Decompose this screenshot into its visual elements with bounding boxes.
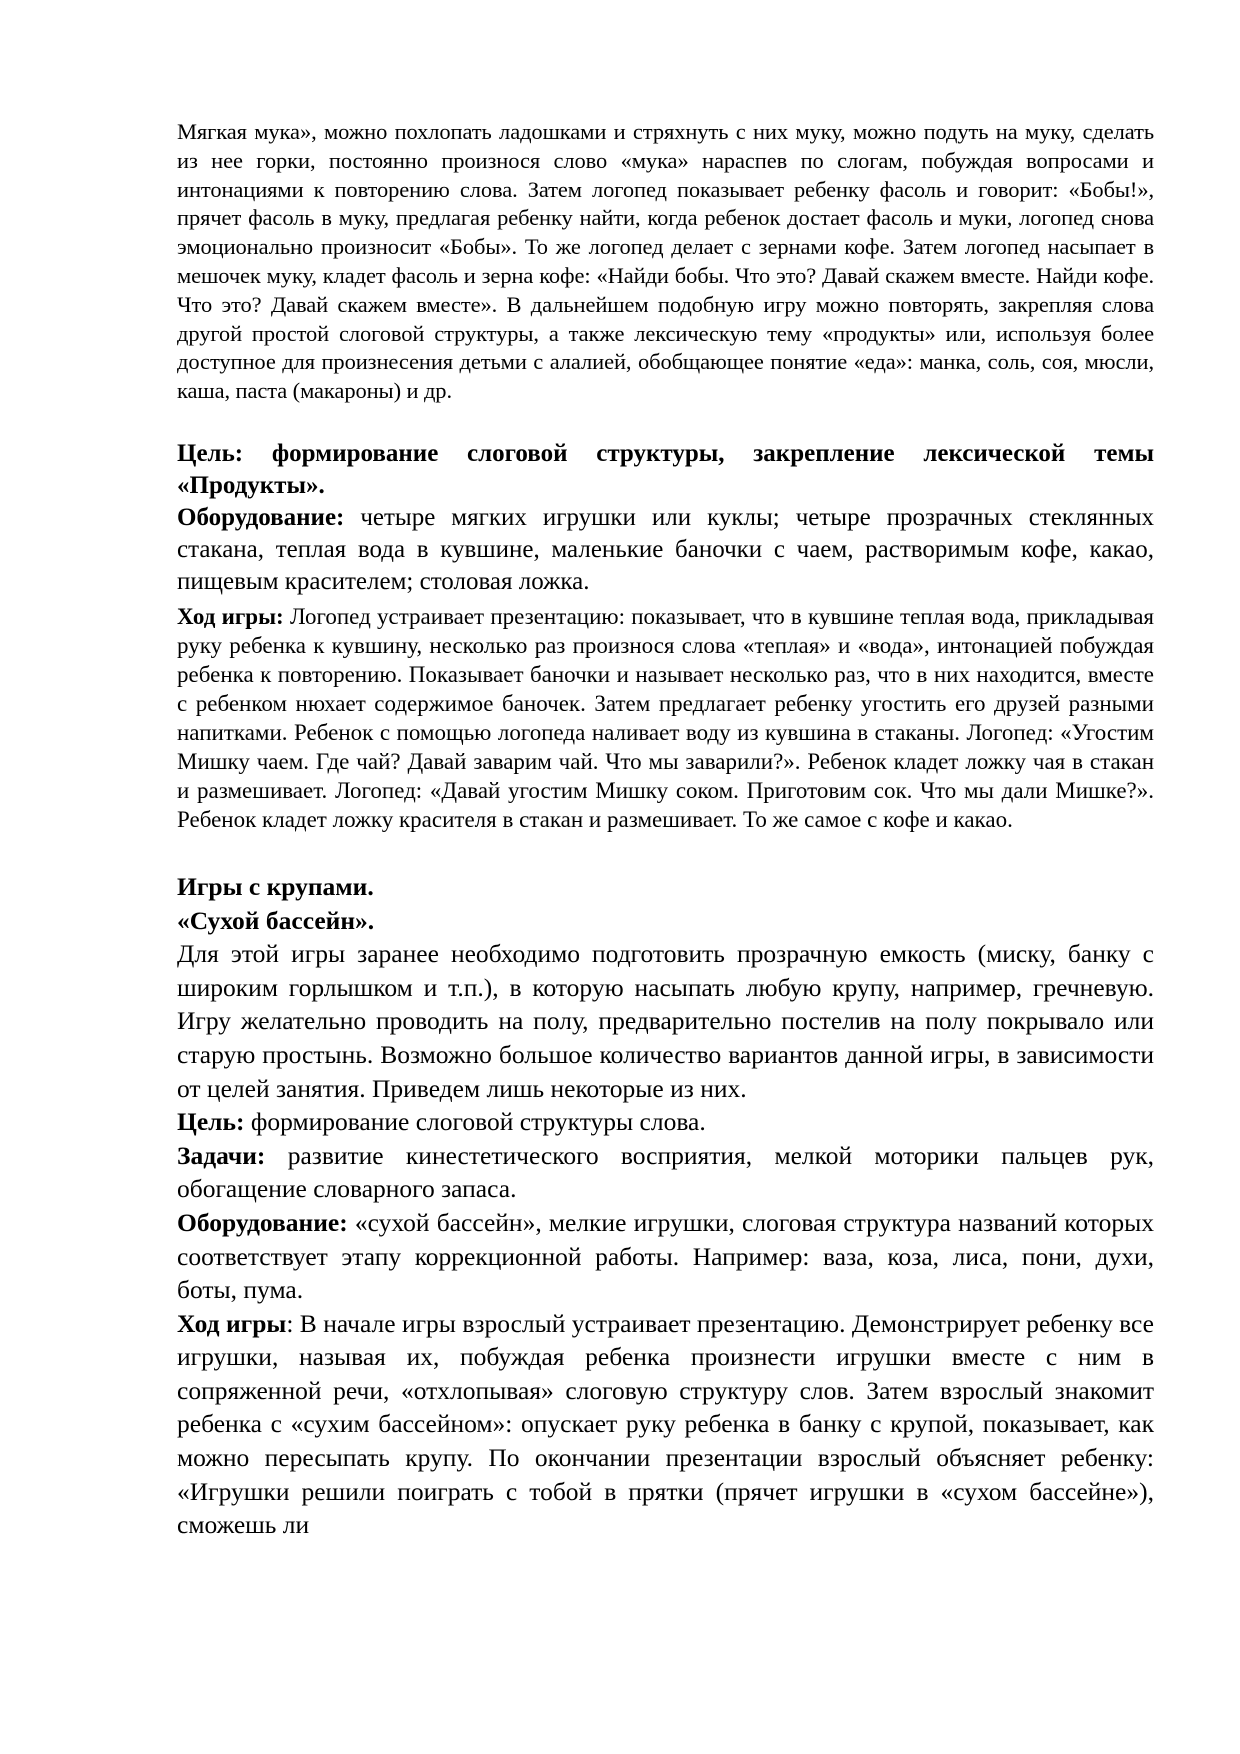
drinks-game-text: Логопед устраивает презентацию: показывает, что в кувшине теплая вода, прикладывая руку ребенка к кувшину, несколько раз произнося слова «теплая» и «вода», интонацией побуждая ребенка к повторению. Показывает баночки и называет несколько раз, что в них находится, вместе с ребенком нюхает содержимое баночек. Затем предлагает ребенку угостить его друзей разными напитками. Ребенок с помощью логопеда наливает воду из кувшина в стаканы. Логопед: «Угостим Мишку чаем. Где чай? Давай заварим чай. Что мы заварили?». Ребенок кладет ложку чая в стакан и размешивает. Логопед: «Давай угостим Мишку соком. Приготовим сок. Что мы дали Мишке?». Ребенок кладет ложку красителя в стакан и размешивает. То же самое с кофе и какао. xyxy=(177,603,1155,832)
grains-equipment-label: Оборудование: xyxy=(177,1207,348,1237)
grains-tasks-paragraph xyxy=(177,1139,1154,1206)
drinks-equipment-text: четыре мягких игрушки или куклы; четыре прозрачных стеклянных стакана, теплая вода в кувшине, маленькие баночки с чаем, растворимым кофе, какао, пищевым красителем; столовая ложка. xyxy=(177,503,1154,595)
grains-equipment-paragraph xyxy=(177,1206,1154,1307)
intro-paragraph: Мягкая мука», можно похлопать ладошками и стряхнуть с них муку, можно подуть на муку, сделать из нее горки, постоянно произнося слово «мука» нараспев по слогам, побуждая вопросами и интонациями к повторению слова. Затем логопед показывает ребенку фасоль и говорит: «Бобы!», прячет фасоль в муку, предлагая ребенку найти, когда ребенок достает фасоль и муки, логопед снова эмоционально произносит «Бобы». То же логопед делает с зернами кофе. Затем логопед насыпает в мешочек муку, кладет фасоль и зерна кофе: «Найди бобы. Что это? Давай скажем вместе. Найди кофе. Что это? Давай скажем вместе». В дальнейшем подобную игру можно повторять, закрепляя слова другой простой слоговой структуры, а также лексическую тему «продукты» или, используя более доступное для произнесения детьми с алалией, обобщающее понятие «еда»: манка, соль, соя, мюсли, каша, паста (макароны) и др. xyxy=(177,119,1154,404)
grains-tasks-text: развитие кинестетического восприятия, мелкой моторики пальцев рук, обогащение словарного запаса. xyxy=(177,1140,1154,1204)
drinks-equipment-paragraph xyxy=(177,502,1154,598)
drinks-game-paragraph xyxy=(177,602,1154,834)
grains-subheading: «Сухой бассейн». xyxy=(177,905,375,935)
grains-goal-paragraph xyxy=(177,1105,1154,1139)
grains-equipment-text: «сухой бассейн», мелкие игрушки, слоговая структура названий которых соответствует этапу коррекционной работы. Например: ваза, коза, лиса, пони, духи, боты, пума. xyxy=(177,1207,1154,1305)
grains-tasks-label: Задачи: xyxy=(177,1140,266,1170)
drinks-goal-heading: Цель: формирование слоговой структуры, закрепление лексической темы «Продукты». xyxy=(177,439,1154,499)
grains-game-paragraph xyxy=(177,1307,1154,1542)
grains-game-label: Ход игры xyxy=(177,1308,287,1338)
grains-intro-paragraph: Для этой игры заранее необходимо подготовить прозрачную емкость (миску, банку с широким горлышком и т.п.), в которую насыпать любую крупу, например, гречневую. Игру желательно проводить на полу, предварительно постелив на полу покрывало или старую простынь. Возможно большое количество вариантов данной игры, в зависимости от целей занятия. Приведем лишь некоторые из них. xyxy=(177,939,1154,1103)
drinks-equipment-label: Оборудование: xyxy=(177,503,345,531)
grains-game-text: : В начале игры взрослый устраивает презентацию. Демонстрирует ребенку все игрушки, называя их, побуждая ребенка произнести игрушки вместе с ним в сопряженной речи, «отхлопывая» слоговую структуру слов. Затем взрослый знакомит ребенка с «сухим бассейном»: опускает руку ребенка в банку с крупой, показывает, как можно пересыпать крупу. По окончании презентации взрослый объясняет ребенку: «Игрушки решили поиграть с тобой в прятки (прячет игрушки в «сухом бассейне»), сможешь ли xyxy=(177,1308,1154,1540)
drinks-game-label: Ход игры: xyxy=(177,603,284,629)
grains-heading: Игры с крупами. xyxy=(177,871,374,901)
grains-goal-text: формирование слоговой структуры слова. xyxy=(244,1107,706,1137)
grains-goal-label: Цель: xyxy=(177,1107,245,1137)
